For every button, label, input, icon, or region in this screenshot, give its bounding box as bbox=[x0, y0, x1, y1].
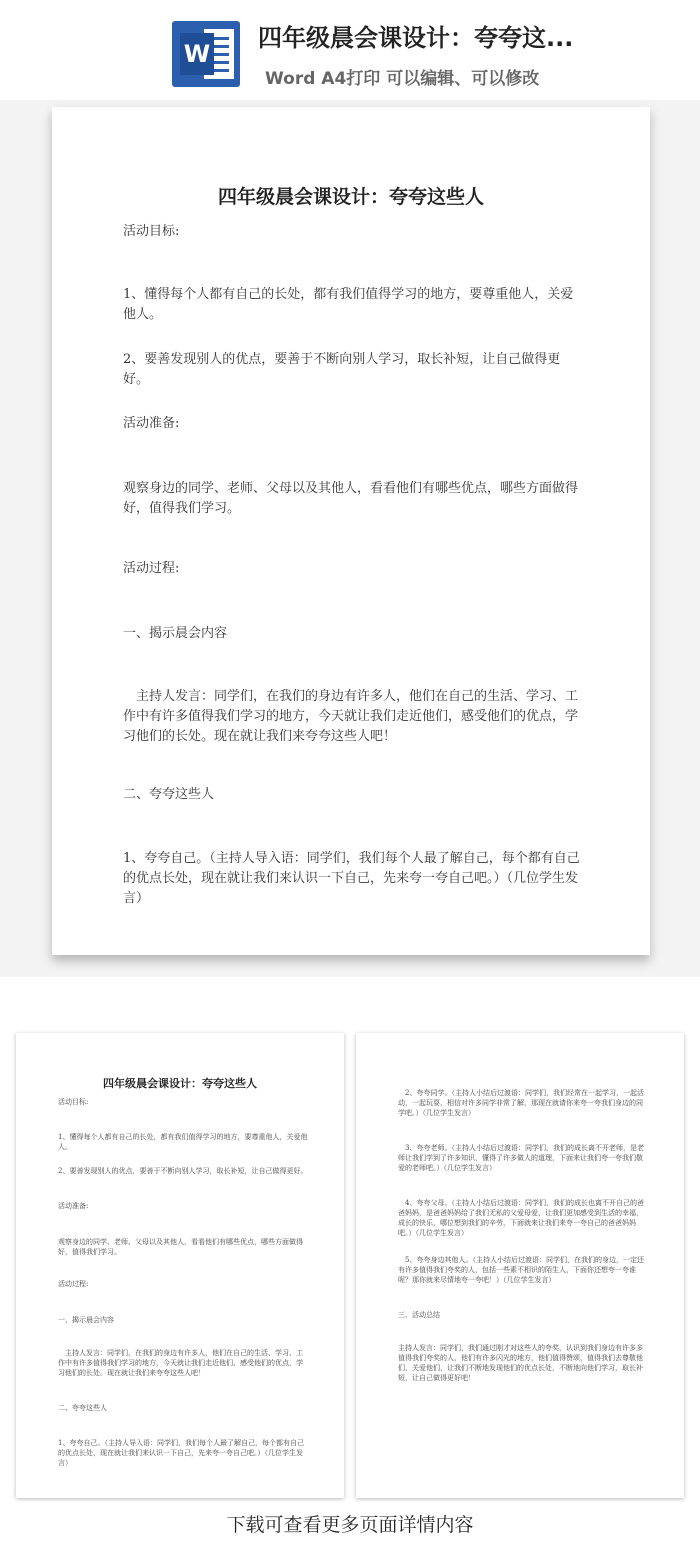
section-goals-heading: 活动目标: bbox=[123, 224, 180, 239]
document-title: 四年级晨会课设计：夸夸这... bbox=[258, 24, 574, 52]
paragraph-goal-2: 2、要善发现别人的优点，要善于不断向别人学习，取长补短，让自己做得更好。 bbox=[123, 352, 561, 387]
paragraph-praise-self: 1、夸夸自己。（主持人导入语：同学们，我们每个人最了解自己，每个都有自己的优点长处，现在就让我们来认识一下自己，先来夸一夸自己吧。）（几位学生发言） bbox=[123, 851, 580, 906]
download-more-link[interactable]: 下载可查看更多页面详情内容 bbox=[226, 1514, 474, 1536]
thumb-subsection-1: 一、揭示晨会内容 bbox=[58, 1316, 114, 1324]
thumbnail-title: 四年级晨会课设计：夸夸这些人 bbox=[103, 1077, 257, 1090]
thumb-summary-heading: 三、活动总结 bbox=[398, 1311, 440, 1319]
thumb-goals-heading: 活动目标: bbox=[58, 1098, 89, 1106]
thumb-praise-teachers: 3、夸夸老师。（主持人小结后过渡语：同学们，我们的成长离不开老师，是老师让我们学到了许多知识，懂得了许多做人的道理，下面来让我们夸一夸我们敬爱的老师吧。）（几位学生发言） bbox=[398, 1144, 644, 1172]
paragraph-prep: 观察身边的同学、老师、父母以及其他人，看看他们有哪些优点，哪些方面做得好，值得我们学习。 bbox=[123, 481, 579, 516]
thumb-host-speech: 主持人发言：同学们，在我们的身边有许多人，他们在自己的生活、学习、工作中有许多值得我们学习的地方，今天就让我们走近他们，感受他们的优点，学习他们的长处。现在就让我们来夸夸这些人吧！ bbox=[58, 1349, 303, 1377]
word-document-icon bbox=[172, 21, 240, 87]
document-subtitle: Word A4打印 可以编辑、可以修改 bbox=[265, 69, 540, 89]
word-icon-letter: W bbox=[180, 33, 214, 75]
thumb-praise-parents: 4、夸夸父母。（主持人小结后过渡语：同学们，我们的成长也离不开自己的爸爸妈妈，是爸爸妈妈给了我们无私的父爱母爱，让我们更加感受到生活的幸福，成长的快乐，哪位想到我们的辛劳，下面就来让我们来夸一夸自己的爸爸妈妈吧。）（几位学生发言） bbox=[398, 1199, 644, 1237]
section-process-heading: 活动过程: bbox=[123, 561, 180, 576]
subsection-1-heading: 一、揭示晨会内容 bbox=[123, 626, 228, 641]
thumbnail-page-1[interactable] bbox=[16, 1033, 344, 1498]
thumb-prep-heading: 活动准备: bbox=[58, 1202, 89, 1210]
thumb-process-heading: 活动过程: bbox=[58, 1280, 89, 1288]
thumb-praise-others: 5、夸夸身边其他人。（主持人小结后过渡语：同学们，在我们的身边，一定还有许多值得我们夸奖的人，包括一些素不相识的陌生人，下面你还想夸一夸谁呢？那你就来尽情地夸一夸吧！）（几位学生发言） bbox=[398, 1256, 644, 1284]
thumbnail-page-2[interactable] bbox=[356, 1033, 684, 1498]
page-title: 四年级晨会课设计：夸夸这些人 bbox=[217, 186, 484, 208]
subsection-2-heading: 二、夸夸这些人 bbox=[123, 787, 215, 802]
paragraph-goal-1: 1、懂得每个人都有自己的长处，都有我们值得学习的地方，要尊重他人，关爱他人。 bbox=[123, 287, 574, 322]
thumb-prep: 观察身边的同学、老师、父母以及其他人，看看他们有哪些优点，哪些方面做得好，值得我们学习。 bbox=[58, 1238, 303, 1256]
main-page-preview bbox=[52, 107, 650, 955]
thumb-goal-1: 1、懂得每个人都有自己的长处，都有我们值得学习的地方，要尊重他人，关爱他人。 bbox=[58, 1133, 308, 1151]
thumb-goal-2: 2、要善发现别人的优点，要善于不断向别人学习，取长补短，让自己做得更好。 bbox=[58, 1167, 308, 1175]
thumb-subsection-2: 二、夸夸这些人 bbox=[58, 1404, 107, 1412]
header bbox=[0, 0, 700, 100]
paragraph-host-speech: 主持人发言：同学们，在我们的身边有许多人，他们在自己的生活、学习、工作中有许多值得我们学习的地方，今天就让我们走近他们，感受他们的优点，学习他们的长处。现在就让我们来夸夸这些人吧！ bbox=[123, 689, 579, 744]
thumb-summary-speech: 主持人发言：同学们，我们通过刚才对这些人的夸奖，认识到我们身边有许多多值得我们夸奖的人，他们有许多闪光的地方，他们值得赞颂，值得我们去尊敬他们，关爱他们，让我们不断地发现他们的优点长处，不断地向他们学习，取长补短，让自己做得更好吧！ bbox=[398, 1344, 643, 1382]
section-prep-heading: 活动准备: bbox=[123, 416, 180, 431]
thumb-praise-classmates: 2、夸夸同学。（主持人小结后过渡语：同学们，我们经常在一起学习，一起活动，一起玩耍，相信对许多同学非常了解，那现在就请你来夸一夸我们身边的同学吧。）（几位学生发言） bbox=[398, 1089, 644, 1117]
thumb-praise-self: 1、夸夸自己。（主持人导入语：同学们，我们每个人最了解自己，每个都有自己的优点长处，现在就让我们来认识一下自己，先来夸一夸自己吧。）（几位学生发言） bbox=[58, 1439, 304, 1467]
